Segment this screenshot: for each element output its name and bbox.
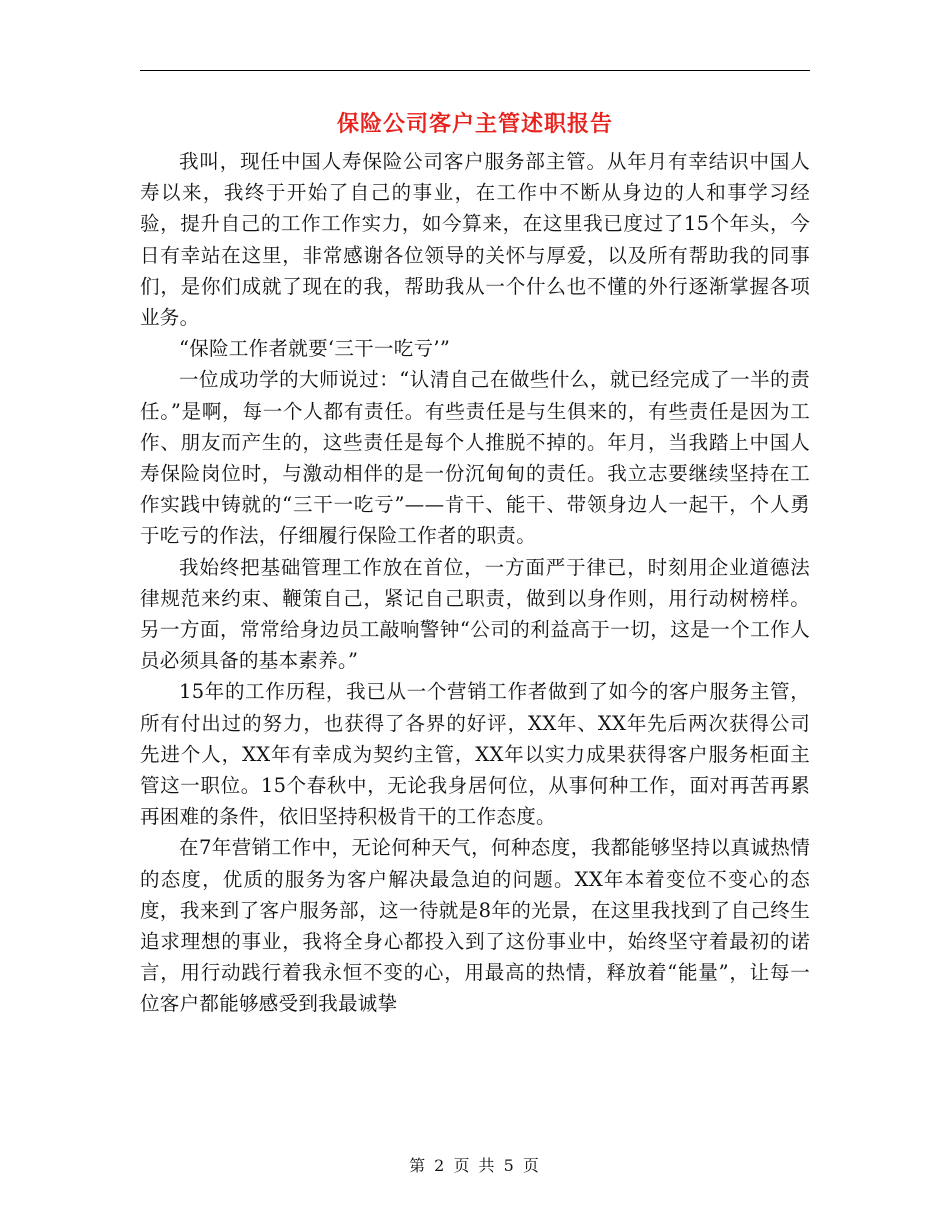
paragraph: 15年的工作历程，我已从一个营销工作者做到了如今的客户服务主管，所有付出过的努力，也获得了各界的好评，XX年、XX年先后两次获得公司先进个人，XX年有幸成为契约主管，XX年以实力成果获得客户服务柜面主管这一职位。15个春秋中，无论我身居何位，从事何种工作，面对再苦再累再困难的条件，依旧坚持积极肯干的工作态度。 bbox=[140, 680, 810, 829]
document-title: 保险公司客户主管述职报告 bbox=[336, 111, 613, 137]
paragraph: 一位成功学的大师说过：“认清自己在做些什么，就已经完成了一半的责任。”是啊，每一个人都有责任。有些责任是与生俱来的，有些责任是因为工作、朋友而产生的，这些责任是每个人推脱不掉的。年月，当我踏上中国人寿保险岗位时，与激动相伴的是一份沉甸甸的责任。我立志要继续坚持在工作实践中铸就的“三干一吃亏”——肯干、能干、带领身边人一起干，个人勇于吃亏的作法，仔细履行保险工作者的职责。 bbox=[140, 368, 810, 548]
paragraph: 我始终把基础管理工作放在首位，一方面严于律已，时刻用企业道德法律规范来约束、鞭策自己，紧记自己职责，做到以身作则，用行动树榜样。另一方面，常常给身边员工敲响警钟“公司的利益高于一切，这是一个工作人员必须具备的基本素养。” bbox=[140, 555, 810, 673]
header-rule bbox=[140, 70, 810, 71]
paragraph: 我叫，现任中国人寿保险公司客户服务部主管。从年月有幸结识中国人寿以来，我终于开始了自己的事业，在工作中不断从身边的人和事学习经验，提升自己的工作工作实力，如今算来，在这里我已度过了15个年头，今日有幸站在这里，非常感谢各位领导的关怀与厚爱，以及所有帮助我的同事们，是你们成就了现在的我，帮助我从一个什么也不懂的外行逐渐掌握各项业务。 bbox=[140, 150, 810, 330]
paragraph: 在7年营销工作中，无论何种天气，何种态度，我都能够坚持以真诚热情的态度，优质的服务为客户解决最急迫的问题。XX年本着变位不变心的态度，我来到了客户服务部，这一待就是8年的光景，在这里我找到了自己终生追求理想的事业，我将全身心都投入到了这份事业中，始终坚守着最初的诺言，用行动践行着我永恒不变的心，用最高的热情，释放着“能量”，让每一位客户都能够感受到我最诚挚 bbox=[140, 836, 810, 1016]
paragraph: “保险工作者就要‘三干一吃亏’” bbox=[179, 337, 451, 361]
document-body bbox=[140, 146, 810, 1020]
page-number-footer: 第 2 页 共 5 页 bbox=[409, 1156, 541, 1175]
